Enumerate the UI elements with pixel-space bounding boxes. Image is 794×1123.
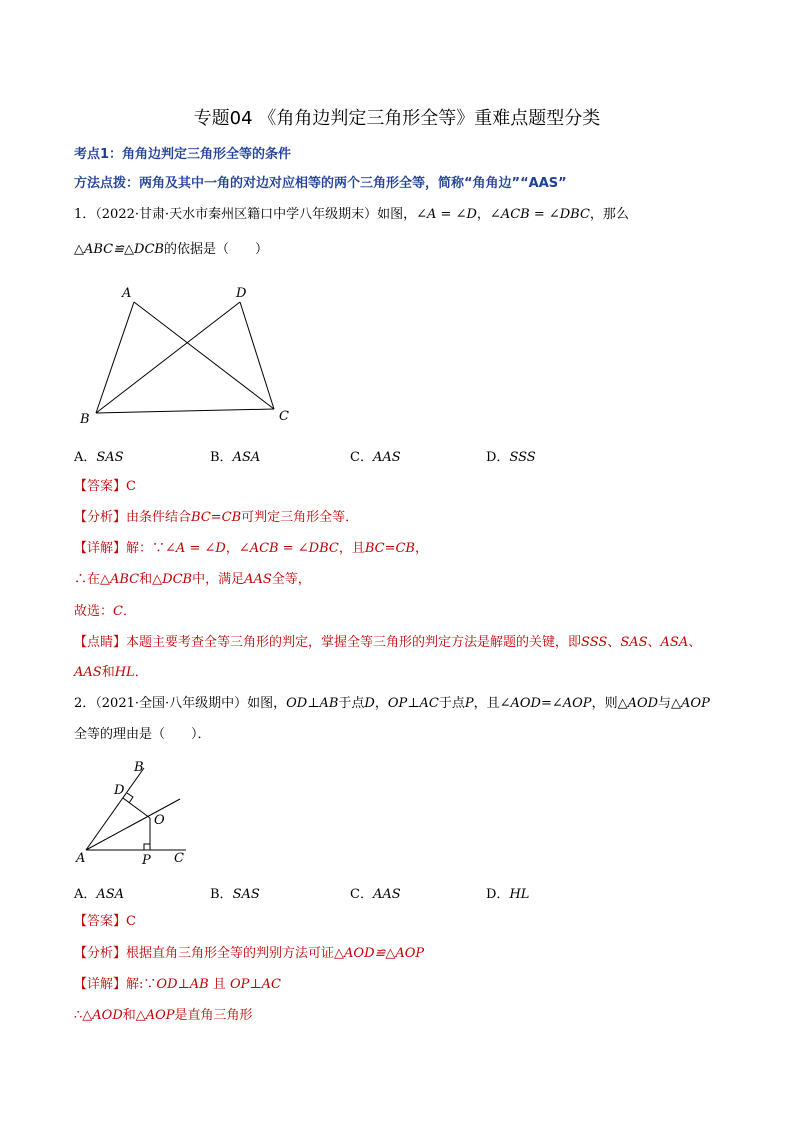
q2-analysis: 【分析】根据直角三角形全等的判别方法可证△AOD≌△AOP bbox=[74, 946, 425, 961]
q2-option-a[interactable]: A．ASA bbox=[74, 887, 125, 902]
segment-dc bbox=[240, 302, 274, 409]
q1-point: 【点睛】本题主要考查全等三角形的判定，掌握全等三角形的判定方法是解题的关键，即SSS、SAS、ASA、 bbox=[74, 635, 702, 650]
q2-detail: 【详解】解:∵OD⊥AB 且 OP⊥AC bbox=[74, 977, 281, 992]
q1-stem-line1: 1．（2022·甘肃·天水市秦州区籍口中学八年级期末）如图，∠A = ∠D，∠ACB = ∠DBC，那么 bbox=[74, 207, 629, 222]
ray-ab bbox=[86, 768, 144, 850]
q2-therefore: ∴△AOD和△AOP是直角三角形 bbox=[74, 1008, 253, 1023]
q2-answer: 【答案】C bbox=[74, 914, 136, 929]
q2-option-d[interactable]: D．HL bbox=[486, 887, 530, 902]
method-tip: 方法点拨：两角及其中一角的对边对应相等的两个三角形全等，简称“角角边”“AAS” bbox=[74, 176, 567, 191]
page-title: 专题04 《角角边判定三角形全等》重难点题型分类 bbox=[193, 108, 601, 129]
q1-detail: 【详解】解：∵∠A = ∠D，∠ACB = ∠DBC，且BC=CB， bbox=[74, 541, 428, 556]
q2-stem-line1: 2．（2021·全国·八年级期中）如图，OD⊥AB于点D，OP⊥AC于点P，且∠AOD=∠AOP，则△AOD与△AOP bbox=[74, 696, 710, 711]
q1-option-c[interactable]: C．AAS bbox=[350, 450, 401, 465]
q2-option-b[interactable]: B．SAS bbox=[210, 887, 260, 902]
q1-option-a[interactable]: A．SAS bbox=[74, 450, 124, 465]
label-b: B bbox=[80, 412, 90, 427]
ray-ao bbox=[86, 799, 180, 850]
segment-ab bbox=[96, 302, 134, 413]
segment-db bbox=[96, 302, 240, 413]
segment-bc bbox=[96, 409, 274, 413]
label-a: A bbox=[122, 286, 132, 301]
label-p: P bbox=[142, 853, 151, 868]
q1-figure-lines bbox=[96, 302, 274, 413]
q1-figure bbox=[74, 280, 304, 430]
q2-stem-line2: 全等的理由是（ ）． bbox=[74, 727, 211, 742]
label-b: B bbox=[134, 760, 144, 775]
label-c: C bbox=[279, 409, 289, 424]
segment-od bbox=[123, 798, 150, 818]
label-d: D bbox=[236, 286, 247, 301]
q1-option-b[interactable]: B．ASA bbox=[210, 450, 261, 465]
q1-option-d[interactable]: D．SSS bbox=[486, 450, 536, 465]
q1-analysis: 【分析】由条件结合BC=CB可判定三角形全等． bbox=[74, 510, 359, 525]
q1-answer: 【答案】C bbox=[74, 479, 136, 494]
label-o: O bbox=[154, 813, 165, 828]
q2-figure-lines bbox=[86, 768, 186, 850]
q1-choose: 故选：C． bbox=[74, 604, 136, 619]
q1-point-line2: AAS和HL． bbox=[74, 665, 148, 680]
kaodian-heading: 考点1：角角边判定三角形全等的条件 bbox=[74, 147, 292, 162]
label-a: A bbox=[76, 851, 86, 866]
q1-therefore: ∴在△ABC和△DCB中，满足AAS全等， bbox=[74, 572, 311, 587]
q2-figure bbox=[74, 756, 204, 871]
segment-ac bbox=[134, 302, 274, 409]
right-angle-mark-p bbox=[144, 844, 150, 850]
label-d: D bbox=[114, 783, 125, 798]
q2-option-c[interactable]: C．AAS bbox=[350, 887, 401, 902]
q1-stem-line2: △ABC≌△DCB的依据是（ ） bbox=[74, 242, 268, 257]
label-c: C bbox=[174, 851, 184, 866]
